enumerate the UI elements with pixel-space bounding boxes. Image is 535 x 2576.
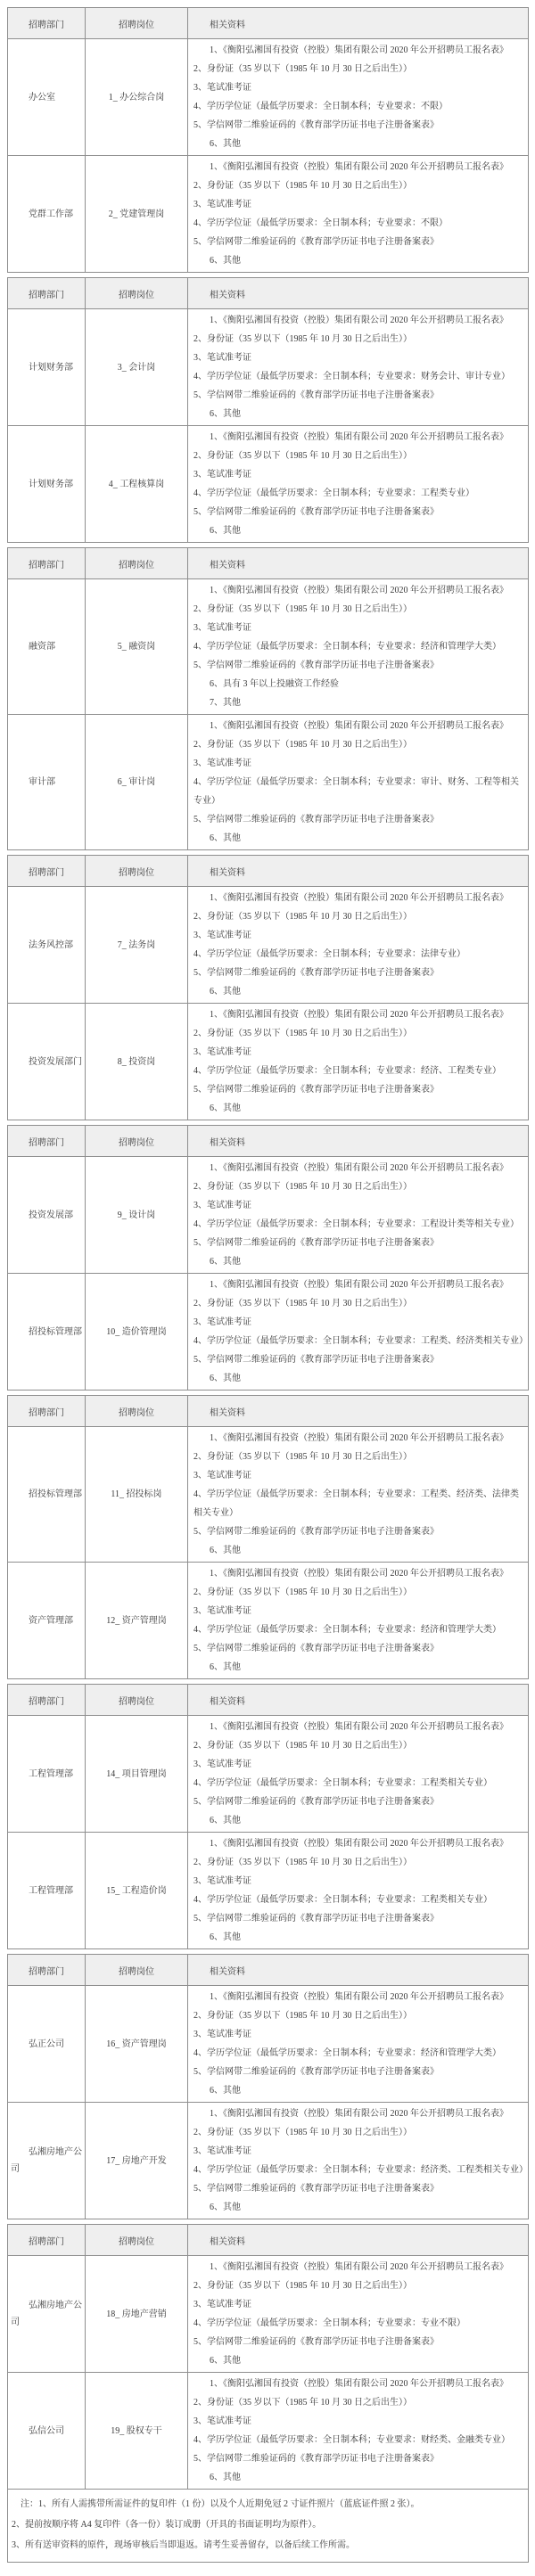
material-item: 6、其他 [210,987,241,997]
material-item: 5、学信网带二维验证码的《教育部学历证书电子注册备案表》 [193,1085,439,1095]
dept-cell: 招投标管理部 [8,1427,86,1563]
materials-cell [188,1833,529,1949]
column-header-position: 招聘岗位 [86,2225,188,2256]
position-cell: 11_ 招投标岗 [86,1427,188,1563]
material-item: 1、《衡阳弘湘国有投资（控股）集团有限公司 2020 年公开招聘员工报名表》 [210,1163,508,1173]
column-header-position: 招聘岗位 [86,1396,188,1427]
column-header-materials: 相关资料 [188,278,529,309]
material-item: 3、笔试准考证 [193,2416,251,2426]
position-cell: 18_ 房地产营销 [86,2256,188,2373]
dept-cell: 弘湘房地产公司 [8,2256,86,2373]
materials-cell [188,1427,529,1563]
column-header-position: 招聘岗位 [86,1126,188,1157]
material-item: 1、《衡阳弘湘国有投资（控股）集团有限公司 2020 年公开招聘员工报名表》 [210,316,508,325]
position-cell: 2_ 党建管理岗 [86,156,188,273]
material-item: 2、身份证（35 岁以下（1985 年 10 月 30 日之后出生）） [193,181,412,191]
position-cell: 4_ 工程核算岗 [86,426,188,543]
material-item: 5、学信网带二维验证码的《教育部学历证书电子注册备案表》 [193,1355,439,1365]
materials-cell [188,579,529,715]
material-item: 6、其他 [210,2356,241,2366]
dept-cell: 弘湘房地产公司 [8,2103,86,2219]
recruitment-table-section-6 [7,1395,529,1679]
material-item: 6、其他 [210,833,241,843]
job-row [8,1986,529,2103]
material-item: 2、身份证（35 岁以下（1985 年 10 月 30 日之后出生）） [193,1741,412,1751]
dept-cell: 资产管理部 [8,1563,86,1679]
job-row [8,1563,529,1679]
material-item: 5、学信网带二维验证码的《教育部学历证书电子注册备案表》 [193,2067,439,2077]
material-item: 1、《衡阳弘湘国有投资（控股）集团有限公司 2020 年公开招聘员工报名表》 [210,1433,508,1443]
material-item: 3、笔试准考证 [193,200,251,209]
material-item: 1、《衡阳弘湘国有投资（控股）集团有限公司 2020 年公开招聘员工报名表》 [210,2379,508,2389]
column-header-position: 招聘岗位 [86,278,188,309]
material-item: 4、学历学位证（最低学历要求：全日制本科；专业要求：不限） [193,102,448,111]
header-row [8,278,529,309]
material-item: 3、笔试准考证 [193,1606,251,1616]
material-item: 3、笔试准考证 [193,1047,251,1057]
materials-cell [188,715,529,850]
materials-cell [188,1716,529,1833]
header-row [8,1955,529,1986]
header-row [8,2225,529,2256]
material-item: 5、学信网带二维验证码的《教育部学历证书电子注册备案表》 [193,968,439,978]
column-header-materials: 相关资料 [188,8,529,39]
material-item: 1、《衡阳弘湘国有投资（控股）集团有限公司 2020 年公开招聘员工报名表》 [210,162,508,172]
material-item: 6、具有 3 年以上投融资工作经验 [210,679,339,689]
dept-cell: 计划财务部 [8,309,86,426]
material-item: 6、其他 [210,139,241,149]
material-item: 7、其他 [210,698,241,708]
column-header-position: 招聘岗位 [86,1955,188,1986]
job-row [8,1833,529,1949]
material-item: 5、学信网带二维验证码的《教育部学历证书电子注册备案表》 [193,2337,439,2347]
material-item: 5、学信网带二维验证码的《教育部学历证书电子注册备案表》 [193,1527,439,1537]
material-item: 4、学历学位证（最低学历要求：全日制本科；专业要求：不限） [193,218,448,228]
material-item: 5、学信网带二维验证码的《教育部学历证书电子注册备案表》 [193,237,439,247]
header-row [8,856,529,887]
notes-cell [8,2490,529,2563]
material-item: 1、《衡阳弘湘国有投资（控股）集团有限公司 2020 年公开招聘员工报名表》 [210,586,508,595]
job-row [8,2373,529,2490]
material-item: 2、身份证（35 岁以下（1985 年 10 月 30 日之后出生）） [193,2128,412,2137]
materials-cell [188,2256,529,2373]
materials-cell [188,156,529,273]
dept-cell: 弘信公司 [8,2373,86,2490]
job-row [8,1004,529,1120]
job-row [8,309,529,426]
header-row [8,1126,529,1157]
dept-cell: 办公室 [8,39,86,156]
column-header-dept: 招聘部门 [8,1126,86,1157]
material-item: 2、身份证（35 岁以下（1985 年 10 月 30 日之后出生）） [193,451,412,461]
material-item: 1、《衡阳弘湘国有投资（控股）集团有限公司 2020 年公开招聘员工报名表》 [210,1569,508,1579]
position-cell: 1_ 办公综合岗 [86,39,188,156]
material-item: 1、《衡阳弘湘国有投资（控股）集团有限公司 2020 年公开招聘员工报名表》 [210,1839,508,1849]
dept-cell: 工程管理部 [8,1833,86,1949]
material-item: 4、学历学位证（最低学历要求：全日制本科；专业要求：经济和管理学大类） [193,1625,501,1635]
dept-cell: 党群工作部 [8,156,86,273]
material-item: 3、笔试准考证 [193,623,251,633]
material-item: 3、笔试准考证 [193,1876,251,1886]
header-row [8,1396,529,1427]
material-item: 6、其他 [210,1816,241,1825]
material-item: 1、《衡阳弘湘国有投资（控股）集团有限公司 2020 年公开招聘员工报名表》 [210,2109,508,2119]
job-row [8,39,529,156]
note-line: 2、提前按顺序将 A4 复印件（各一份）装订成册（开具的书面证明均为原件）。 [12,2520,322,2530]
job-row [8,1157,529,1274]
material-item: 5、学信网带二维验证码的《教育部学历证书电子注册备案表》 [193,2184,439,2194]
materials-cell [188,887,529,1004]
position-cell: 6_ 审计岗 [86,715,188,850]
material-item: 1、《衡阳弘湘国有投资（控股）集团有限公司 2020 年公开招聘员工报名表》 [210,893,508,903]
dept-cell: 审计部 [8,715,86,850]
job-row [8,426,529,543]
job-row [8,1716,529,1833]
material-item: 6、其他 [210,1103,241,1113]
material-item: 4、学历学位证（最低学历要求：全日制本科；专业要求：工程设计类等相关专业） [193,1219,519,1229]
material-item: 6、其他 [210,1662,241,1672]
material-item: 2、身份证（35 岁以下（1985 年 10 月 30 日之后出生）） [193,1452,412,1462]
recruitment-table-section-1 [7,7,529,273]
material-item: 2、身份证（35 岁以下（1985 年 10 月 30 日之后出生）） [193,1587,412,1597]
column-header-dept: 招聘部门 [8,1685,86,1716]
material-item: 2、身份证（35 岁以下（1985 年 10 月 30 日之后出生）） [193,2398,412,2408]
material-item: 4、学历学位证（最低学历要求：全日制本科；专业要求：经济和管理学大类） [193,642,501,652]
material-item: 2、身份证（35 岁以下（1985 年 10 月 30 日之后出生）） [193,2281,412,2291]
material-item: 4、学历学位证（最低学历要求：全日制本科；专业要求：经济类、工程类相关专业） [193,2165,528,2175]
position-cell: 14_ 项目管理岗 [86,1716,188,1833]
column-header-dept: 招聘部门 [8,278,86,309]
material-item: 3、笔试准考证 [193,2146,251,2156]
material-item: 4、学历学位证（最低学历要求：全日制本科；专业要求：经济和管理学大类） [193,2048,501,2058]
material-item: 4、学历学位证（最低学历要求：全日制本科；专业要求：法律专业） [193,949,465,959]
column-header-dept: 招聘部门 [8,8,86,39]
material-item: 4、学历学位证（最低学历要求：全日制本科；专业要求：工程类相关专业） [193,1895,492,1905]
column-header-position: 招聘岗位 [86,548,188,579]
dept-cell: 弘正公司 [8,1986,86,2103]
materials-cell [188,1157,529,1274]
recruitment-table-section-4 [7,855,529,1120]
column-header-position: 招聘岗位 [86,8,188,39]
recruitment-table-section-8 [7,1954,529,2219]
header-row [8,548,529,579]
material-item: 5、学信网带二维验证码的《教育部学历证书电子注册备案表》 [193,507,439,517]
material-item: 5、学信网带二维验证码的《教育部学历证书电子注册备案表》 [193,1914,439,1924]
position-cell: 17_ 房地产开发 [86,2103,188,2219]
material-item: 3、笔试准考证 [193,353,251,363]
material-item: 6、其他 [210,526,241,536]
column-header-materials: 相关资料 [188,548,529,579]
material-item: 2、身份证（35 岁以下（1985 年 10 月 30 日之后出生）） [193,334,412,344]
header-row [8,1685,529,1716]
materials-cell [188,1563,529,1679]
recruitment-table-section-3 [7,547,529,850]
material-item: 5、学信网带二维验证码的《教育部学历证书电子注册备案表》 [193,815,439,824]
material-item: 5、学信网带二维验证码的《教育部学历证书电子注册备案表》 [193,660,439,670]
column-header-position: 招聘岗位 [86,856,188,887]
header-row [8,8,529,39]
materials-cell [188,309,529,426]
material-item: 4、学历学位证（最低学历要求：全日制本科；专业要求：财经类、金融类专业） [193,2435,510,2445]
material-item: 2、身份证（35 岁以下（1985 年 10 月 30 日之后出生）） [193,740,412,750]
position-cell: 9_ 设计岗 [86,1157,188,1274]
recruitment-table-section-9 [7,2224,529,2563]
material-item: 2、身份证（35 岁以下（1985 年 10 月 30 日之后出生）） [193,1858,412,1867]
material-item: 3、笔试准考证 [193,1471,251,1481]
material-item: 3、笔试准考证 [193,1317,251,1327]
material-item: 3、笔试准考证 [193,1760,251,1769]
material-item: 5、学信网带二维验证码的《教育部学历证书电子注册备案表》 [193,2454,439,2464]
position-cell: 15_ 工程造价岗 [86,1833,188,1949]
dept-cell: 投资发展部 [8,1157,86,1274]
materials-cell [188,1004,529,1120]
material-item: 2、身份证（35 岁以下（1985 年 10 月 30 日之后出生）） [193,604,412,614]
column-header-materials: 相关资料 [188,1685,529,1716]
column-header-dept: 招聘部门 [8,548,86,579]
material-item: 4、学历学位证（最低学历要求：全日制本科；专业要求：审计、财务、工程等相关专业） [193,777,519,806]
material-item: 4、学历学位证（最低学历要求：全日制本科；专业要求：经济、工程类专业） [193,1066,501,1076]
materials-cell [188,1274,529,1391]
note-line: 3、所有送审资料的原件，现场审核后当即退返。请考生妥善留存，以备后续工作所需。 [12,2540,355,2550]
material-item: 2、身份证（35 岁以下（1985 年 10 月 30 日之后出生）） [193,1029,412,1038]
material-item: 5、学信网带二维验证码的《教育部学历证书电子注册备案表》 [193,1644,439,1653]
job-row [8,579,529,715]
dept-cell: 法务风控部 [8,887,86,1004]
column-header-materials: 相关资料 [188,1126,529,1157]
material-item: 6、其他 [210,1257,241,1267]
materials-cell [188,39,529,156]
material-item: 1、《衡阳弘湘国有投资（控股）集团有限公司 2020 年公开招聘员工报名表》 [210,1010,508,1020]
material-item: 2、身份证（35 岁以下（1985 年 10 月 30 日之后出生）） [193,1299,412,1309]
material-item: 4、学历学位证（最低学历要求：全日制本科；专业要求：工程类、经济类相关专业） [193,1336,528,1346]
material-item: 6、其他 [210,1546,241,1555]
position-cell: 12_ 资产管理岗 [86,1563,188,1679]
material-item: 1、《衡阳弘湘国有投资（控股）集团有限公司 2020 年公开招聘员工报名表》 [210,2262,508,2272]
material-item: 4、学历学位证（最低学历要求：全日制本科；专业要求：财务会计、审计专业） [193,372,510,381]
column-header-dept: 招聘部门 [8,856,86,887]
column-header-dept: 招聘部门 [8,2225,86,2256]
material-item: 3、笔试准考证 [193,931,251,940]
job-row [8,887,529,1004]
material-item: 2、身份证（35 岁以下（1985 年 10 月 30 日之后出生）） [193,1182,412,1192]
position-cell: 8_ 投资岗 [86,1004,188,1120]
materials-cell [188,2373,529,2490]
note-line: 注：1、所有人需携带所需证件的复印件（1 份）以及个人近期免冠 2 寸证件照片（蓝底证件照 2 张）。 [21,2499,420,2509]
material-item: 6、其他 [210,256,241,266]
material-item: 3、笔试准考证 [193,470,251,480]
position-cell: 19_ 股权专干 [86,2373,188,2490]
job-row [8,1274,529,1391]
column-header-dept: 招聘部门 [8,1955,86,1986]
dept-cell: 计划财务部 [8,426,86,543]
materials-cell [188,426,529,543]
material-item: 6、其他 [210,2203,241,2212]
job-row [8,1427,529,1563]
job-row [8,715,529,850]
material-item: 1、《衡阳弘湘国有投资（控股）集团有限公司 2020 年公开招聘员工报名表》 [210,1722,508,1732]
column-header-materials: 相关资料 [188,856,529,887]
position-cell: 7_ 法务岗 [86,887,188,1004]
material-item: 3、笔试准考证 [193,1201,251,1210]
column-header-position: 招聘岗位 [86,1685,188,1716]
material-item: 1、《衡阳弘湘国有投资（控股）集团有限公司 2020 年公开招聘员工报名表》 [210,1280,508,1290]
material-item: 4、学历学位证（最低学历要求：全日制本科；专业要求：工程类专业） [193,488,474,498]
job-row [8,2103,529,2219]
material-item: 3、笔试准考证 [193,759,251,768]
material-item: 6、其他 [210,2473,241,2482]
position-cell: 5_ 融资岗 [86,579,188,715]
job-row [8,156,529,273]
column-header-materials: 相关资料 [188,2225,529,2256]
material-item: 3、笔试准考证 [193,83,251,93]
material-item: 5、学信网带二维验证码的《教育部学历证书电子注册备案表》 [193,1797,439,1807]
position-cell: 16_ 资产管理岗 [86,1986,188,2103]
material-item: 6、其他 [210,1932,241,1942]
position-cell: 10_ 造价管理岗 [86,1274,188,1391]
material-item: 3、笔试准考证 [193,2030,251,2039]
column-header-materials: 相关资料 [188,1396,529,1427]
job-row [8,2256,529,2373]
notes-row [8,2490,529,2563]
material-item: 2、身份证（35 岁以下（1985 年 10 月 30 日之后出生）） [193,64,412,74]
materials-cell [188,1986,529,2103]
material-item: 2、身份证（35 岁以下（1985 年 10 月 30 日之后出生）） [193,912,412,922]
dept-cell: 招投标管理部 [8,1274,86,1391]
material-item: 4、学历学位证（最低学历要求：全日制本科；专业要求：专业不限） [193,2318,465,2328]
material-item: 5、学信网带二维验证码的《教育部学历证书电子注册备案表》 [193,390,439,400]
dept-cell: 工程管理部 [8,1716,86,1833]
column-header-materials: 相关资料 [188,1955,529,1986]
dept-cell: 投资发展部门 [8,1004,86,1120]
materials-cell [188,2103,529,2219]
material-item: 3、笔试准考证 [193,2300,251,2309]
material-item: 4、学历学位证（最低学历要求：全日制本科；专业要求：工程类相关专业） [193,1778,492,1788]
recruitment-table-section-5 [7,1125,529,1391]
material-item: 4、学历学位证（最低学历要求：全日制本科；专业要求：工程类、经济类、法律类相关专业） [193,1489,519,1518]
position-cell: 3_ 会计岗 [86,309,188,426]
material-item: 6、其他 [210,409,241,419]
material-item: 2、身份证（35 岁以下（1985 年 10 月 30 日之后出生）） [193,2011,412,2021]
material-item: 6、其他 [210,2086,241,2096]
recruitment-table-section-2 [7,277,529,543]
material-item: 5、学信网带二维验证码的《教育部学历证书电子注册备案表》 [193,120,439,130]
material-item: 1、《衡阳弘湘国有投资（控股）集团有限公司 2020 年公开招聘员工报名表》 [210,432,508,442]
material-item: 1、《衡阳弘湘国有投资（控股）集团有限公司 2020 年公开招聘员工报名表》 [210,721,508,731]
material-item: 1、《衡阳弘湘国有投资（控股）集团有限公司 2020 年公开招聘员工报名表》 [210,1992,508,2002]
recruitment-table-section-7 [7,1684,529,1949]
dept-cell: 融资部 [8,579,86,715]
material-item: 6、其他 [210,1374,241,1383]
column-header-dept: 招聘部门 [8,1396,86,1427]
material-item: 5、学信网带二维验证码的《教育部学历证书电子注册备案表》 [193,1238,439,1248]
material-item: 1、《衡阳弘湘国有投资（控股）集团有限公司 2020 年公开招聘员工报名表》 [210,45,508,55]
